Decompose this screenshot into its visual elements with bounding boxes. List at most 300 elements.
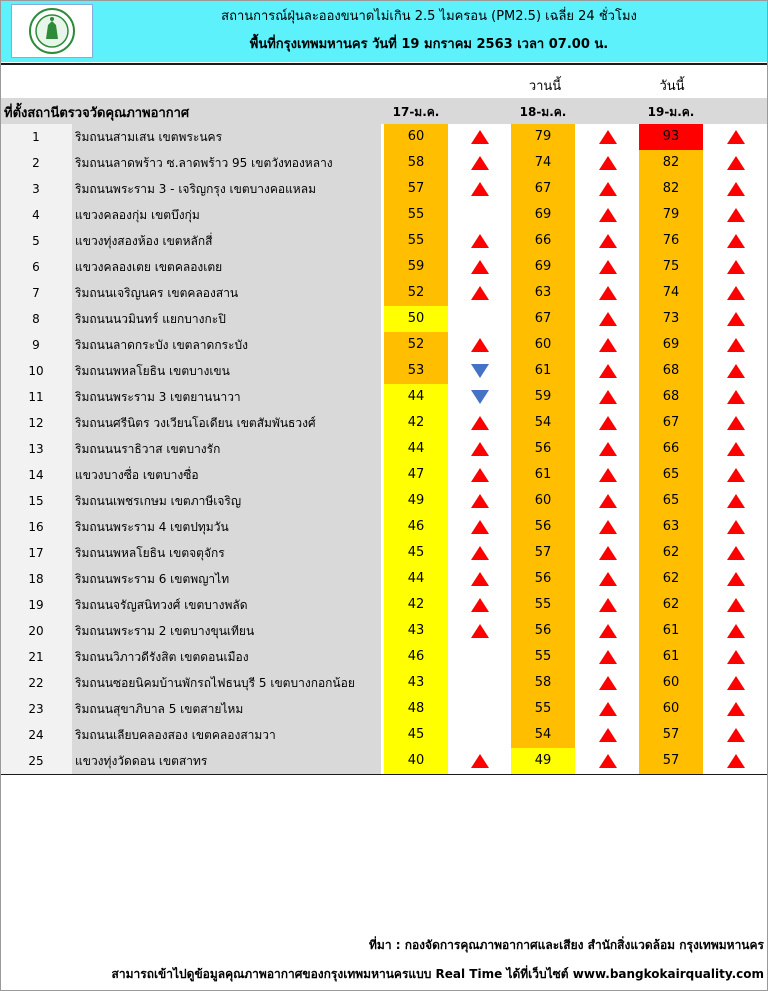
trend-up-icon xyxy=(467,436,493,462)
up-arrow-icon xyxy=(471,546,489,560)
table-row xyxy=(0,462,768,488)
trend-up-icon xyxy=(723,358,749,384)
station-number: 6 xyxy=(0,254,72,280)
station-name: แขวงบางซื่อ เขตบางซื่อ xyxy=(72,462,381,488)
pm25-value: 50 xyxy=(384,306,448,332)
trend-empty xyxy=(467,306,493,332)
pm25-value: 63 xyxy=(639,514,703,540)
station-name: ริมถนนลาดกระบัง เขตลาดกระบัง xyxy=(72,332,381,358)
station-number: 19 xyxy=(0,592,72,618)
pm25-value: 42 xyxy=(384,410,448,436)
station-number: 5 xyxy=(0,228,72,254)
trend-up-icon xyxy=(467,410,493,436)
pm25-value: 61 xyxy=(639,618,703,644)
trend-up-icon xyxy=(595,176,621,202)
station-name: แขวงคลองเตย เขตคลองเตย xyxy=(72,254,381,280)
station-number: 14 xyxy=(0,462,72,488)
trend-up-icon xyxy=(595,566,621,592)
up-arrow-icon xyxy=(727,260,745,274)
up-arrow-icon xyxy=(727,312,745,326)
trend-down-icon xyxy=(467,384,493,410)
table-row xyxy=(0,722,768,748)
up-arrow-icon xyxy=(471,494,489,508)
trend-up-icon xyxy=(723,306,749,332)
station-number: 7 xyxy=(0,280,72,306)
up-arrow-icon xyxy=(599,624,617,638)
table-row xyxy=(0,306,768,332)
down-arrow-icon xyxy=(471,390,489,404)
trend-up-icon xyxy=(723,228,749,254)
station-name: ริมถนนพระราม 3 - เจริญกรุง เขตบางคอแหลม xyxy=(72,176,381,202)
table-row xyxy=(0,254,768,280)
pm25-value: 65 xyxy=(639,488,703,514)
up-arrow-icon xyxy=(599,338,617,352)
station-name: ริมถนนสุขาภิบาล 5 เขตสายไหม xyxy=(72,696,381,722)
pm25-value: 49 xyxy=(511,748,575,774)
up-arrow-icon xyxy=(471,754,489,768)
pm25-value: 56 xyxy=(511,436,575,462)
trend-up-icon xyxy=(467,488,493,514)
trend-up-icon xyxy=(595,280,621,306)
up-arrow-icon xyxy=(471,260,489,274)
table-header xyxy=(0,98,768,124)
up-arrow-icon xyxy=(727,390,745,404)
pm25-value: 56 xyxy=(511,514,575,540)
pm25-value: 66 xyxy=(639,436,703,462)
trend-up-icon xyxy=(723,514,749,540)
station-name: ริมถนนจรัญสนิทวงศ์ เขตบางพลัด xyxy=(72,592,381,618)
up-arrow-icon xyxy=(599,702,617,716)
table-row xyxy=(0,748,768,774)
pm25-value: 66 xyxy=(511,228,575,254)
station-name: แขวงทุ่งสองห้อง เขตหลักสี่ xyxy=(72,228,381,254)
pm25-value: 46 xyxy=(384,644,448,670)
trend-empty xyxy=(467,696,493,722)
pm25-value: 40 xyxy=(384,748,448,774)
station-name: ริมถนนพระราม 2 เขตบางขุนเทียน xyxy=(72,618,381,644)
trend-up-icon xyxy=(595,150,621,176)
trend-up-icon xyxy=(595,644,621,670)
up-arrow-icon xyxy=(471,156,489,170)
pm25-value: 55 xyxy=(511,592,575,618)
trend-up-icon xyxy=(467,462,493,488)
table-row xyxy=(0,670,768,696)
trend-up-icon xyxy=(467,618,493,644)
pm25-value: 60 xyxy=(511,488,575,514)
trend-up-icon xyxy=(723,332,749,358)
station-number: 16 xyxy=(0,514,72,540)
pm25-value: 62 xyxy=(639,566,703,592)
station-name: แขวงทุ่งวัดดอน เขตสาทร xyxy=(72,748,381,774)
up-arrow-icon xyxy=(727,520,745,534)
pm25-value: 46 xyxy=(384,514,448,540)
pm25-value: 76 xyxy=(639,228,703,254)
pm25-value: 52 xyxy=(384,332,448,358)
pm25-value: 48 xyxy=(384,696,448,722)
trend-up-icon xyxy=(595,332,621,358)
station-number: 21 xyxy=(0,644,72,670)
pm25-value: 61 xyxy=(639,644,703,670)
up-arrow-icon xyxy=(471,572,489,586)
trend-up-icon xyxy=(595,202,621,228)
station-number: 25 xyxy=(0,748,72,774)
trend-up-icon xyxy=(595,462,621,488)
station-table xyxy=(0,124,768,774)
station-name: ริมถนนสามเสน เขตพระนคร xyxy=(72,124,381,150)
station-number: 23 xyxy=(0,696,72,722)
pm25-value: 68 xyxy=(639,384,703,410)
trend-up-icon xyxy=(467,124,493,150)
pm25-value: 59 xyxy=(511,384,575,410)
trend-up-icon xyxy=(467,592,493,618)
table-bottom-divider xyxy=(0,774,768,775)
station-number: 20 xyxy=(0,618,72,644)
up-arrow-icon xyxy=(599,754,617,768)
pm25-value: 63 xyxy=(511,280,575,306)
up-arrow-icon xyxy=(599,130,617,144)
station-name: ริมถนนเจริญนคร เขตคลองสาน xyxy=(72,280,381,306)
trend-up-icon xyxy=(595,618,621,644)
station-number: 11 xyxy=(0,384,72,410)
pm25-value: 93 xyxy=(639,124,703,150)
pm25-value: 69 xyxy=(511,202,575,228)
station-number: 15 xyxy=(0,488,72,514)
table-row xyxy=(0,176,768,202)
pm25-value: 60 xyxy=(639,696,703,722)
pm25-value: 47 xyxy=(384,462,448,488)
trend-up-icon xyxy=(595,722,621,748)
up-arrow-icon xyxy=(599,234,617,248)
trend-up-icon xyxy=(595,436,621,462)
trend-up-icon xyxy=(467,254,493,280)
pm25-value: 45 xyxy=(384,540,448,566)
trend-up-icon xyxy=(595,748,621,774)
trend-up-icon xyxy=(467,514,493,540)
up-arrow-icon xyxy=(599,416,617,430)
trend-up-icon xyxy=(723,540,749,566)
pm25-value: 42 xyxy=(384,592,448,618)
trend-up-icon xyxy=(723,670,749,696)
pm25-value: 69 xyxy=(511,254,575,280)
pm25-value: 49 xyxy=(384,488,448,514)
yesterday-label: วานนี้ xyxy=(528,79,562,94)
trend-up-icon xyxy=(467,332,493,358)
station-number: 2 xyxy=(0,150,72,176)
station-number: 1 xyxy=(0,124,72,150)
station-number: 9 xyxy=(0,332,72,358)
trend-up-icon xyxy=(723,176,749,202)
table-row xyxy=(0,488,768,514)
station-number: 8 xyxy=(0,306,72,332)
trend-up-icon xyxy=(723,124,749,150)
station-number: 12 xyxy=(0,410,72,436)
today-label: วันนี้ xyxy=(659,79,685,94)
up-arrow-icon xyxy=(471,182,489,196)
pm25-value: 43 xyxy=(384,618,448,644)
pm25-value: 61 xyxy=(511,358,575,384)
trend-up-icon xyxy=(467,540,493,566)
trend-up-icon xyxy=(723,410,749,436)
trend-up-icon xyxy=(723,696,749,722)
up-arrow-icon xyxy=(599,598,617,612)
trend-up-icon xyxy=(595,124,621,150)
pm25-value: 65 xyxy=(639,462,703,488)
trend-up-icon xyxy=(595,514,621,540)
pm25-value: 75 xyxy=(639,254,703,280)
station-name: ริมถนนพระราม 4 เขตปทุมวัน xyxy=(72,514,381,540)
station-name: ริมถนนเพชรเกษม เขตภาษีเจริญ xyxy=(72,488,381,514)
up-arrow-icon xyxy=(727,416,745,430)
station-name: ริมถนนวิภาวดีรังสิต เขตดอนเมือง xyxy=(72,644,381,670)
table-row xyxy=(0,592,768,618)
pm25-value: 45 xyxy=(384,722,448,748)
pm25-value: 68 xyxy=(639,358,703,384)
trend-up-icon xyxy=(595,228,621,254)
station-number: 18 xyxy=(0,566,72,592)
date-column-header-2: 18-ม.ค. xyxy=(519,105,567,119)
up-arrow-icon xyxy=(727,338,745,352)
up-arrow-icon xyxy=(599,364,617,378)
pm25-value: 58 xyxy=(511,670,575,696)
divider xyxy=(0,63,768,65)
up-arrow-icon xyxy=(599,260,617,274)
table-row xyxy=(0,514,768,540)
station-name: ริมถนนพหลโยธิน เขตบางเขน xyxy=(72,358,381,384)
trend-up-icon xyxy=(723,566,749,592)
station-name: ริมถนนเลียบคลองสอง เขตคลองสามวา xyxy=(72,722,381,748)
up-arrow-icon xyxy=(727,468,745,482)
up-arrow-icon xyxy=(471,468,489,482)
pm25-value: 60 xyxy=(384,124,448,150)
up-arrow-icon xyxy=(727,182,745,196)
up-arrow-icon xyxy=(727,442,745,456)
trend-up-icon xyxy=(595,410,621,436)
station-name: ริมถนนลาดพร้าว ซ.ลาดพร้าว 95 เขตวังทองหลาง xyxy=(72,150,381,176)
trend-up-icon xyxy=(723,436,749,462)
up-arrow-icon xyxy=(599,494,617,508)
pm25-value: 54 xyxy=(511,722,575,748)
pm25-value: 55 xyxy=(511,644,575,670)
trend-up-icon xyxy=(723,384,749,410)
table-row xyxy=(0,384,768,410)
station-name: ริมถนนนราธิวาส เขตบางรัก xyxy=(72,436,381,462)
trend-up-icon xyxy=(723,748,749,774)
report-title: สถานการณ์ฝุ่นละอองขนาดไม่เกิน 2.5 ไมครอน (PM2.5) เฉลี่ย 24 ชั่วโมง xyxy=(221,9,637,24)
pm25-value: 61 xyxy=(511,462,575,488)
up-arrow-icon xyxy=(727,234,745,248)
station-column-header: ที่ตั้งสถานีตรวจวัดคุณภาพอากาศ xyxy=(4,106,190,121)
station-name: ริมถนนพระราม 3 เขตยานนาวา xyxy=(72,384,381,410)
up-arrow-icon xyxy=(727,546,745,560)
pm25-value: 74 xyxy=(511,150,575,176)
pm25-value: 67 xyxy=(639,410,703,436)
report-header xyxy=(0,0,768,62)
realtime-note: สามารถเข้าไปดูข้อมูลคุณภาพอากาศของกรุงเทพมหานครแบบ Real Time ได้ที่เว็บไซต์ www.bangkokairquality.com xyxy=(111,967,764,981)
trend-up-icon xyxy=(595,592,621,618)
up-arrow-icon xyxy=(727,208,745,222)
trend-up-icon xyxy=(595,488,621,514)
pm25-value: 82 xyxy=(639,150,703,176)
trend-up-icon xyxy=(723,150,749,176)
station-name: ริมถนนนวมินทร์ แยกบางกะปิ xyxy=(72,306,381,332)
trend-up-icon xyxy=(723,254,749,280)
up-arrow-icon xyxy=(599,312,617,326)
up-arrow-icon xyxy=(599,676,617,690)
trend-up-icon xyxy=(723,462,749,488)
bangkok-seal-icon xyxy=(11,4,93,58)
pm25-value: 58 xyxy=(384,150,448,176)
pm25-value: 57 xyxy=(511,540,575,566)
table-row xyxy=(0,540,768,566)
up-arrow-icon xyxy=(599,520,617,534)
pm25-value: 44 xyxy=(384,566,448,592)
pm25-value: 59 xyxy=(384,254,448,280)
up-arrow-icon xyxy=(471,234,489,248)
pm25-value: 67 xyxy=(511,176,575,202)
pm25-value: 56 xyxy=(511,618,575,644)
pm25-value: 44 xyxy=(384,384,448,410)
up-arrow-icon xyxy=(471,624,489,638)
station-name: ริมถนนซอยนิคมบ้านพักรถไฟธนบุรี 5 เขตบางกอกน้อย xyxy=(72,670,381,696)
source-note: ที่มา : กองจัดการคุณภาพอากาศและเสียง สำนักสิ่งแวดล้อม กรุงเทพมหานคร xyxy=(369,938,764,952)
trend-empty xyxy=(467,722,493,748)
pm25-value: 57 xyxy=(384,176,448,202)
trend-up-icon xyxy=(723,488,749,514)
up-arrow-icon xyxy=(599,286,617,300)
up-arrow-icon xyxy=(727,728,745,742)
up-arrow-icon xyxy=(599,650,617,664)
pm25-value: 55 xyxy=(384,202,448,228)
up-arrow-icon xyxy=(599,468,617,482)
pm25-value: 44 xyxy=(384,436,448,462)
trend-up-icon xyxy=(723,592,749,618)
trend-up-icon xyxy=(595,696,621,722)
table-row xyxy=(0,280,768,306)
up-arrow-icon xyxy=(599,390,617,404)
trend-up-icon xyxy=(723,202,749,228)
trend-up-icon xyxy=(723,618,749,644)
pm25-value: 57 xyxy=(639,748,703,774)
up-arrow-icon xyxy=(471,598,489,612)
pm25-value: 79 xyxy=(511,124,575,150)
up-arrow-icon xyxy=(727,598,745,612)
up-arrow-icon xyxy=(727,364,745,378)
up-arrow-icon xyxy=(599,546,617,560)
pm25-value: 52 xyxy=(384,280,448,306)
table-row xyxy=(0,644,768,670)
pm25-value: 53 xyxy=(384,358,448,384)
station-number: 22 xyxy=(0,670,72,696)
station-number: 13 xyxy=(0,436,72,462)
up-arrow-icon xyxy=(471,442,489,456)
up-arrow-icon xyxy=(599,728,617,742)
up-arrow-icon xyxy=(727,494,745,508)
trend-empty xyxy=(467,202,493,228)
trend-up-icon xyxy=(595,384,621,410)
trend-up-icon xyxy=(595,306,621,332)
table-row xyxy=(0,124,768,150)
trend-up-icon xyxy=(467,566,493,592)
date-column-header-3: 19-ม.ค. xyxy=(647,105,695,119)
station-name: ริมถนนศรีนิตร วงเวียนโอเดียน เขตสัมพันธวงศ์ xyxy=(72,410,381,436)
pm25-value: 60 xyxy=(511,332,575,358)
trend-up-icon xyxy=(723,722,749,748)
trend-up-icon xyxy=(467,150,493,176)
trend-up-icon xyxy=(595,254,621,280)
table-row xyxy=(0,228,768,254)
table-row xyxy=(0,410,768,436)
up-arrow-icon xyxy=(599,208,617,222)
station-number: 24 xyxy=(0,722,72,748)
up-arrow-icon xyxy=(727,130,745,144)
table-row xyxy=(0,696,768,722)
pm25-value: 73 xyxy=(639,306,703,332)
pm25-value: 54 xyxy=(511,410,575,436)
up-arrow-icon xyxy=(727,702,745,716)
table-row xyxy=(0,618,768,644)
pm25-value: 55 xyxy=(384,228,448,254)
pm25-value: 62 xyxy=(639,592,703,618)
pm25-value: 56 xyxy=(511,566,575,592)
station-name: ริมถนนพหลโยธิน เขตจตุจักร xyxy=(72,540,381,566)
pm25-value: 82 xyxy=(639,176,703,202)
up-arrow-icon xyxy=(727,286,745,300)
pm25-value: 60 xyxy=(639,670,703,696)
trend-up-icon xyxy=(595,358,621,384)
down-arrow-icon xyxy=(471,364,489,378)
up-arrow-icon xyxy=(471,338,489,352)
pm25-value: 43 xyxy=(384,670,448,696)
report-subtitle: พื้นที่กรุงเทพมหานคร วันที่ 19 มกราคม 2563 เวลา 07.00 น. xyxy=(249,37,609,52)
date-column-header-1: 17-ม.ค. xyxy=(392,105,440,119)
up-arrow-icon xyxy=(471,286,489,300)
station-number: 3 xyxy=(0,176,72,202)
up-arrow-icon xyxy=(727,572,745,586)
trend-up-icon xyxy=(595,540,621,566)
trend-down-icon xyxy=(467,358,493,384)
trend-empty xyxy=(467,670,493,696)
trend-up-icon xyxy=(723,280,749,306)
up-arrow-icon xyxy=(599,442,617,456)
trend-empty xyxy=(467,644,493,670)
up-arrow-icon xyxy=(471,130,489,144)
table-row xyxy=(0,358,768,384)
pm25-value: 67 xyxy=(511,306,575,332)
up-arrow-icon xyxy=(727,650,745,664)
up-arrow-icon xyxy=(599,572,617,586)
table-row xyxy=(0,150,768,176)
table-row xyxy=(0,566,768,592)
pm25-value: 57 xyxy=(639,722,703,748)
pm25-value: 55 xyxy=(511,696,575,722)
table-row xyxy=(0,202,768,228)
up-arrow-icon xyxy=(471,520,489,534)
station-number: 10 xyxy=(0,358,72,384)
up-arrow-icon xyxy=(727,624,745,638)
up-arrow-icon xyxy=(599,156,617,170)
trend-up-icon xyxy=(723,644,749,670)
up-arrow-icon xyxy=(471,416,489,430)
trend-up-icon xyxy=(467,228,493,254)
up-arrow-icon xyxy=(599,182,617,196)
station-number: 17 xyxy=(0,540,72,566)
pm25-value: 74 xyxy=(639,280,703,306)
trend-up-icon xyxy=(467,280,493,306)
up-arrow-icon xyxy=(727,676,745,690)
table-row xyxy=(0,332,768,358)
up-arrow-icon xyxy=(727,754,745,768)
pm25-value: 79 xyxy=(639,202,703,228)
